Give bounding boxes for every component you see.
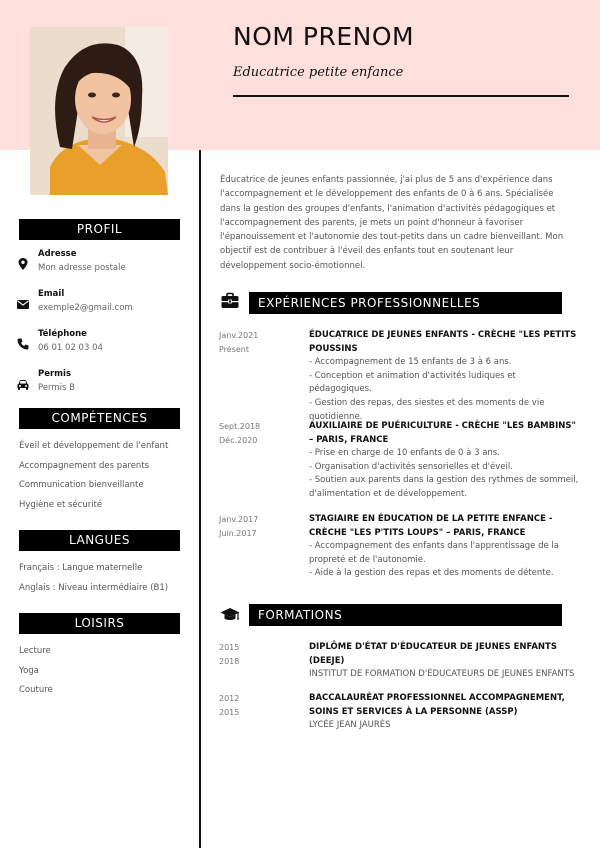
entry-body: [309, 329, 579, 425]
loisirs-heading: LOISIRS: [19, 613, 180, 634]
graduation-cap-icon: [220, 606, 240, 624]
list-item: Français : Langue maternelle: [19, 563, 143, 573]
entry-title: AUXILIAIRE DE PUÉRICULTURE - CRÈCHE "LES BAMBINS" – PARIS, FRANCE: [309, 421, 576, 445]
profile-summary: Éducatrice de jeunes enfants passionnée, j'ai plus de 5 ans d'expérience dans l'accompagnement et le développement des enfants de 0 à 6 ans. Spécialisée dans la gestion des groupes d'enfants, l'animation d'activités pédagogiques et l'accompagnement des parents, je mets un point d'honneur à favoriser l'épanouissement et l'autonomie des tout-petits dans un cadre bienveillant. Mon objectif est de contribuer à l'éveil des enfants tout en soutenant leur développement socio-émotionnel.: [220, 175, 564, 271]
phone-icon: [16, 337, 30, 351]
contact-value: Mon adresse postale: [38, 263, 126, 273]
date-start: 2012: [219, 694, 240, 703]
contact-label: Permis: [38, 369, 72, 379]
contact-value: exemple2@gmail.com: [38, 303, 133, 313]
portrait-illustration: [30, 27, 168, 195]
contact-label: Téléphone: [38, 329, 87, 339]
list-item: Hygiène et sécurité: [19, 499, 103, 510]
entry-body: [309, 692, 579, 733]
entry-dates: [219, 329, 299, 357]
date-end: 2015: [219, 708, 240, 717]
experience-heading: EXPÉRIENCES PROFESSIONNELLES: [249, 292, 562, 314]
date-end: Présent: [219, 345, 250, 354]
education-heading: FORMATIONS: [249, 604, 562, 626]
column-divider: [199, 150, 201, 848]
entry-bullet: - Conception et animation d'activités ludiques et pédagogiques.: [309, 370, 516, 395]
entry-dates: [219, 641, 299, 669]
entry-bullet: - Organisation d'activités sensorielles et d'éveil.: [309, 461, 513, 472]
job-title: Educatrice petite enfance: [233, 65, 404, 80]
contact-label: Email: [38, 289, 65, 299]
date-start: Sept.2018: [219, 422, 261, 431]
entry-dates: [219, 692, 299, 720]
date-end: Déc.2020: [219, 436, 258, 445]
entry-title: BACCALAURÉAT PROFESSIONNEL ACCOMPAGNEMENT, SOINS ET SERVICES À LA PERSONNE (ASSP): [309, 693, 565, 717]
competences-list: [19, 440, 197, 518]
list-item: Accompagnement des parents: [19, 460, 150, 471]
envelope-icon: [16, 297, 30, 311]
list-item: Yoga: [19, 665, 39, 676]
list-item: Lecture: [19, 646, 51, 656]
date-start: Janv.2021: [219, 331, 259, 340]
profile-photo: [30, 27, 168, 195]
entry-body: [309, 513, 579, 581]
entry-school: INSTITUT DE FORMATION D'ÉDUCATEURS DE JEUNES ENFANTS: [309, 669, 575, 679]
list-item: Communication bienveillante: [19, 480, 144, 490]
entry-dates: [219, 513, 299, 541]
entry-body: [309, 641, 579, 682]
date-end: Juin.2017: [219, 529, 257, 538]
map-pin-icon: [16, 257, 30, 271]
entry-title: ÉDUCATRICE DE JEUNES ENFANTS - CRÈCHE "LES PETITS POUSSINS: [309, 330, 577, 354]
profil-heading: PROFIL: [19, 219, 180, 240]
entry-dates: [219, 420, 299, 448]
car-icon: [16, 377, 30, 391]
entry-bullet: - Prise en charge de 10 enfants de 0 à 3 ans.: [309, 448, 500, 458]
entry-bullet: - Accompagnement des enfants dans l'apprentissage de la propreté et de l'autonomie.: [309, 541, 559, 565]
entry-body: [309, 420, 579, 502]
briefcase-icon: [220, 292, 240, 310]
list-item: Éveil et développement de l'enfant: [19, 441, 169, 451]
competences-heading: COMPÉTENCES: [19, 408, 180, 429]
list-item: Couture: [19, 685, 53, 695]
contact-label: Adresse: [38, 249, 77, 259]
date-start: 2015: [219, 643, 240, 652]
langues-heading: LANGUES: [19, 530, 180, 551]
candidate-name: NOM PRENOM: [233, 22, 415, 51]
entry-title: STAGIAIRE EN ÉDUCATION DE LA PETITE ENFANCE - CRÈCHE "LES P'TITS LOUPS" – PARIS, FRANCE: [309, 514, 553, 538]
list-item: Anglais : Niveau intermédiaire (B1): [19, 582, 169, 593]
entry-school: LYCÉE JEAN JAURÈS: [309, 720, 391, 730]
contact-value: 06 01 02 03 04: [38, 343, 103, 353]
entry-bullet: - Accompagnement de 15 enfants de 3 à 6 ans.: [309, 357, 512, 367]
entry-bullet: - Gestion des repas, des siestes et des moments de vie quotidienne.: [309, 398, 545, 422]
entry-bullet: - Aide à la gestion des repas et des moments de détente.: [309, 568, 554, 579]
langues-list: [19, 562, 197, 601]
date-start: Janv.2017: [219, 515, 259, 524]
header-divider: [233, 95, 569, 97]
loisirs-list: [19, 645, 197, 704]
entry-title: DIPLÔME D'ÉTAT D'ÉDUCATEUR DE JEUNES ENFANTS (DEEJE): [309, 642, 557, 666]
entry-bullet: - Soutien aux parents dans la gestion des rythmes de sommeil, d'alimentation et de développement.: [309, 475, 579, 500]
date-end: 2018: [219, 657, 240, 666]
contact-value: Permis B: [38, 383, 76, 393]
